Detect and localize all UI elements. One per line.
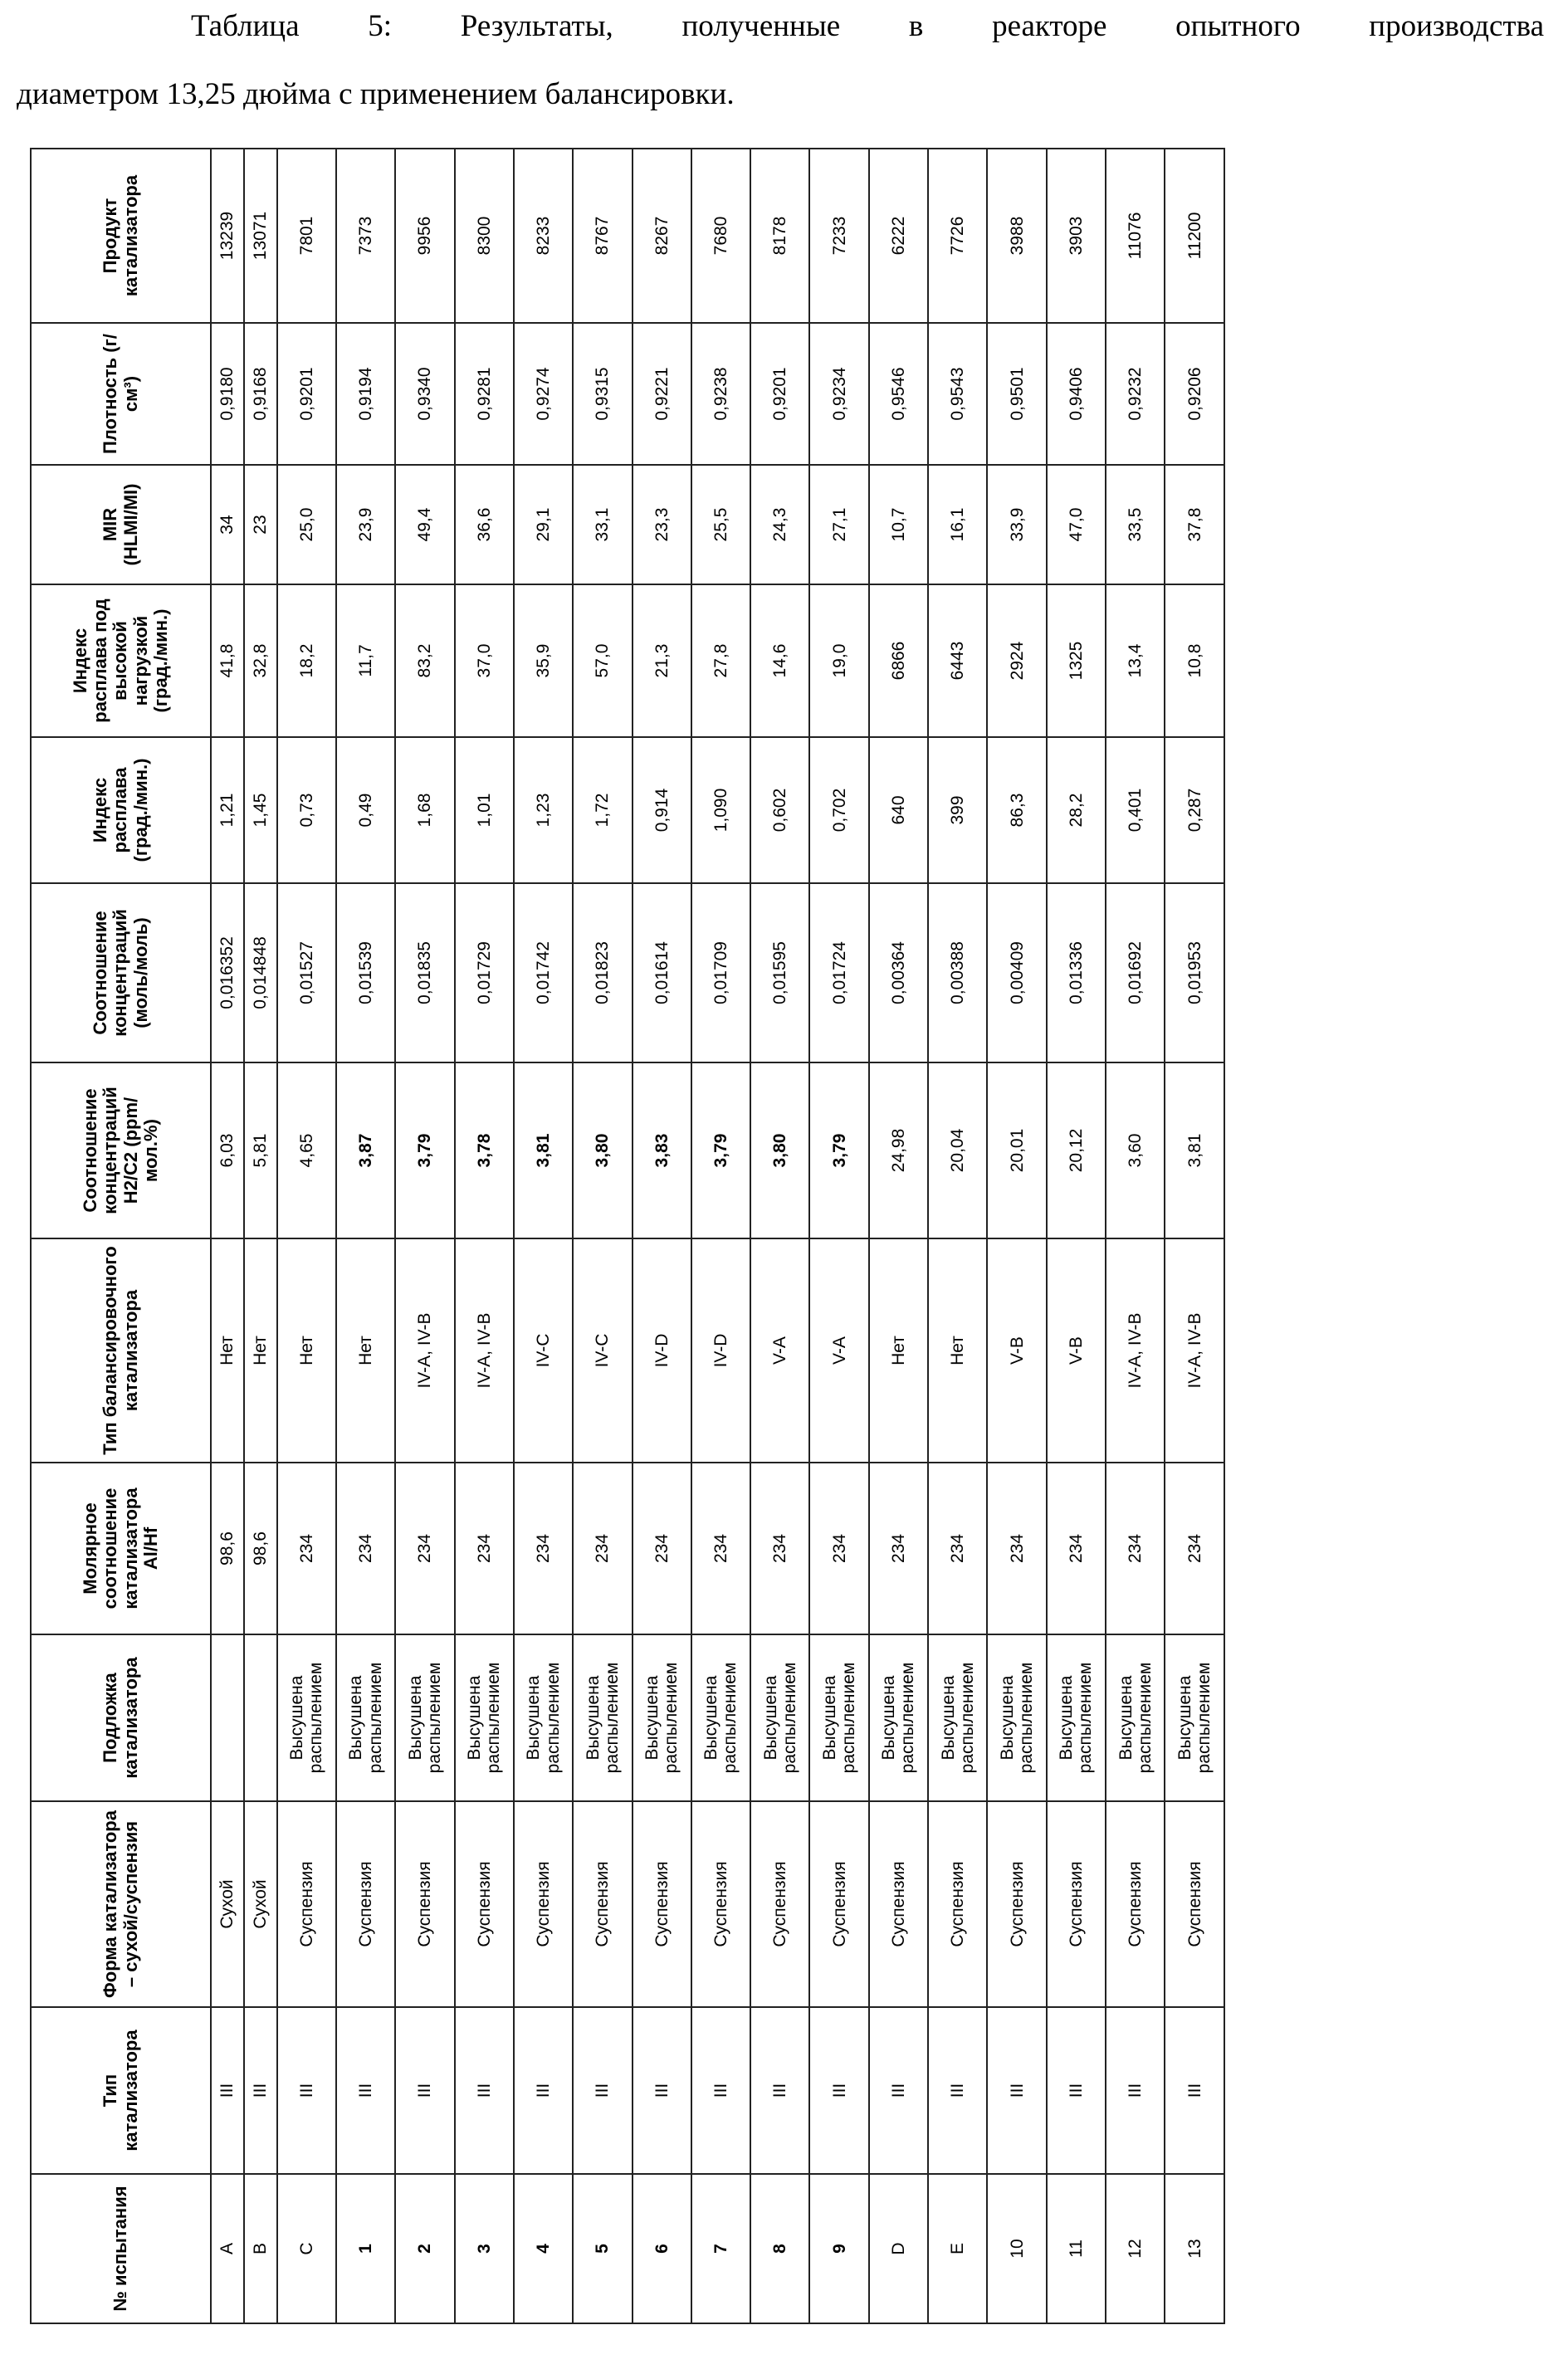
column-header: Тип балансировочного катализатора (31, 1238, 211, 1463)
table-cell: 6222 (869, 149, 928, 323)
table-cell: 3,79 (395, 1062, 454, 1238)
table-cell: V-B (1047, 1238, 1106, 1463)
table-cell: 3 (455, 2174, 514, 2323)
table-cell: Высушена распылением (869, 1634, 928, 1801)
table-cell: 8 (750, 2174, 809, 2323)
table-cell: 234 (455, 1463, 514, 1634)
table-cell: 14,6 (750, 584, 809, 737)
table-cell: 16,1 (928, 465, 987, 584)
table-cell: III (455, 2007, 514, 2174)
table-cell (244, 1634, 277, 1801)
table-cell: 7 (691, 2174, 750, 2323)
table-cell: 57,0 (573, 584, 632, 737)
table-cell: 28,2 (1047, 737, 1106, 883)
table-cell: 27,8 (691, 584, 750, 737)
table-cell: 1,45 (244, 737, 277, 883)
table-cell: Суспензия (809, 1801, 868, 2007)
table-cell: 83,2 (395, 584, 454, 737)
table-cell: 20,04 (928, 1062, 987, 1238)
table-cell: V-A (750, 1238, 809, 1463)
table-cell: 8300 (455, 149, 514, 323)
table-cell: IV-A, IV-B (1165, 1238, 1224, 1463)
table-cell: Суспензия (928, 1801, 987, 2007)
table-caption-line-1: Таблица 5: Результаты, полученные в реакторе опытного производства (17, 8, 1544, 45)
table-cell: Высушена распылением (277, 1634, 336, 1801)
table-cell: III (691, 2007, 750, 2174)
table-row (809, 149, 868, 2323)
table-cell: 25,5 (691, 465, 750, 584)
table-cell: Нет (928, 1238, 987, 1463)
table-cell: 0,9234 (809, 323, 868, 465)
table-cell: Высушена распылением (928, 1634, 987, 1801)
table-cell: 0,9201 (277, 323, 336, 465)
header-row (31, 149, 211, 2323)
table-cell: III (395, 2007, 454, 2174)
table-cell: 234 (395, 1463, 454, 1634)
table-cell: III (244, 2007, 277, 2174)
column-header: Молярное соотношение катализатора Al/Hf (31, 1463, 211, 1634)
table-cell: 8178 (750, 149, 809, 323)
table-cell: V-B (987, 1238, 1046, 1463)
table-cell: Суспензия (514, 1801, 573, 2007)
table-cell: 234 (573, 1463, 632, 1634)
table-cell: 234 (277, 1463, 336, 1634)
table-cell: 7726 (928, 149, 987, 323)
table-cell: 3,60 (1106, 1062, 1165, 1238)
table-cell: 41,8 (211, 584, 244, 737)
table-cell: Суспензия (1047, 1801, 1106, 2007)
table-cell: 0,01835 (395, 883, 454, 1062)
table-cell: 23,9 (336, 465, 395, 584)
table-cell: V-A (809, 1238, 868, 1463)
table-cell: Высушена распылением (336, 1634, 395, 1801)
table-cell: IV-D (633, 1238, 691, 1463)
table-cell: 0,01953 (1165, 883, 1224, 1062)
table-cell: Высушена распылением (987, 1634, 1046, 1801)
table-row (1165, 149, 1224, 2323)
table-cell: 1 (336, 2174, 395, 2323)
table-cell: 0,01614 (633, 883, 691, 1062)
table-cell: 0,016352 (211, 883, 244, 1062)
table-cell: 1,090 (691, 737, 750, 883)
table-cell: 1,23 (514, 737, 573, 883)
table-cell: 0,9546 (869, 323, 928, 465)
table-cell: 27,1 (809, 465, 868, 584)
table-cell: 6443 (928, 584, 987, 737)
table-cell: 0,01724 (809, 883, 868, 1062)
table-cell: 640 (869, 737, 928, 883)
table-cell: 10 (987, 2174, 1046, 2323)
column-header: Продукт катализатора (31, 149, 211, 323)
table-cell: 0,9194 (336, 323, 395, 465)
table-cell: 33,5 (1106, 465, 1165, 584)
table-cell: 0,49 (336, 737, 395, 883)
table-cell: 3,87 (336, 1062, 395, 1238)
table-cell: E (928, 2174, 987, 2323)
table-cell: IV-D (691, 1238, 750, 1463)
table-row (277, 149, 336, 2323)
table-cell: 3,79 (691, 1062, 750, 1238)
table-row (869, 149, 928, 2323)
table-cell (211, 1634, 244, 1801)
table-cell: 0,9180 (211, 323, 244, 465)
table-cell: 23 (244, 465, 277, 584)
table-cell: 86,3 (987, 737, 1046, 883)
table-cell: 0,9221 (633, 323, 691, 465)
table-cell: Высушена распылением (395, 1634, 454, 1801)
table-cell: 0,01709 (691, 883, 750, 1062)
table-cell: 8233 (514, 149, 573, 323)
table-cell: 23,3 (633, 465, 691, 584)
column-header: Тип катализатора (31, 2007, 211, 2174)
table-cell: 234 (1047, 1463, 1106, 1634)
table-cell: Сухой (211, 1801, 244, 2007)
table-cell: 0,01527 (277, 883, 336, 1062)
table-cell: III (633, 2007, 691, 2174)
table-cell: 19,0 (809, 584, 868, 737)
table-cell: 0,00364 (869, 883, 928, 1062)
table-cell: III (336, 2007, 395, 2174)
column-header: № испытания (31, 2174, 211, 2323)
table-cell: Суспензия (1106, 1801, 1165, 2007)
table-cell: 0,01823 (573, 883, 632, 1062)
table-cell: 98,6 (211, 1463, 244, 1634)
table-cell: 33,1 (573, 465, 632, 584)
table-cell: 234 (750, 1463, 809, 1634)
table-cell: B (244, 2174, 277, 2323)
table-cell: 37,0 (455, 584, 514, 737)
table-cell: 3,81 (1165, 1062, 1224, 1238)
table-cell: III (573, 2007, 632, 2174)
table-cell: 0,01742 (514, 883, 573, 1062)
table-cell: 0,9340 (395, 323, 454, 465)
table-cell: 7801 (277, 149, 336, 323)
table-cell: 12 (1106, 2174, 1165, 2323)
table-row (395, 149, 454, 2323)
table-cell: 13,4 (1106, 584, 1165, 737)
table-row (987, 149, 1046, 2323)
table-row (514, 149, 573, 2323)
table-cell: IV-C (573, 1238, 632, 1463)
table-cell: 3,80 (573, 1062, 632, 1238)
table-cell: 20,12 (1047, 1062, 1106, 1238)
table-cell: Суспензия (987, 1801, 1046, 2007)
table-cell: 7680 (691, 149, 750, 323)
table-cell: 47,0 (1047, 465, 1106, 584)
table-cell: Суспензия (455, 1801, 514, 2007)
table-cell: Высушена распылением (1047, 1634, 1106, 1801)
table-cell: Суспензия (1165, 1801, 1224, 2007)
table-cell: Нет (336, 1238, 395, 1463)
table-cell: 11,7 (336, 584, 395, 737)
table-row (1047, 149, 1106, 2323)
table-cell: 0,01729 (455, 883, 514, 1062)
column-header: Индекс расплава (град./мин.) (31, 737, 211, 883)
table-cell: C (277, 2174, 336, 2323)
table-cell: 5 (573, 2174, 632, 2323)
table-cell: 4 (514, 2174, 573, 2323)
results-table (30, 148, 1225, 2324)
table-cell: IV-A, IV-B (455, 1238, 514, 1463)
table-cell: 0,9168 (244, 323, 277, 465)
table-cell: 0,9274 (514, 323, 573, 465)
table-cell: Суспензия (573, 1801, 632, 2007)
rotated-table-container (30, 149, 1225, 2324)
table-cell: 234 (691, 1463, 750, 1634)
table-cell: 0,9501 (987, 323, 1046, 465)
table-row (750, 149, 809, 2323)
table-cell: III (987, 2007, 1046, 2174)
table-cell: 6 (633, 2174, 691, 2323)
table-cell: 0,014848 (244, 883, 277, 1062)
table-cell: 1,01 (455, 737, 514, 883)
table-cell: 1325 (1047, 584, 1106, 737)
table-cell: 0,602 (750, 737, 809, 883)
table-cell: 13071 (244, 149, 277, 323)
table-cell: 24,98 (869, 1062, 928, 1238)
table-cell: 0,914 (633, 737, 691, 883)
column-header: Форма катализатора – сухой/суспензия (31, 1801, 211, 2007)
table-cell: 0,00409 (987, 883, 1046, 1062)
table-cell: III (809, 2007, 868, 2174)
table-cell: 0,9238 (691, 323, 750, 465)
table-cell: 234 (514, 1463, 573, 1634)
table-cell: 32,8 (244, 584, 277, 737)
table-cell: III (514, 2007, 573, 2174)
table-cell: 3,81 (514, 1062, 573, 1238)
table-cell: 0,9543 (928, 323, 987, 465)
table-cell: 3,78 (455, 1062, 514, 1238)
table-cell: 234 (336, 1463, 395, 1634)
table-cell: 1,72 (573, 737, 632, 883)
table-cell: Суспензия (869, 1801, 928, 2007)
table-row (1106, 149, 1165, 2323)
table-cell: 49,4 (395, 465, 454, 584)
table-cell: Нет (211, 1238, 244, 1463)
column-header: Индекс расплава под высокой нагрузкой (град./мин.) (31, 584, 211, 737)
table-cell: 5,81 (244, 1062, 277, 1238)
table-cell: 234 (633, 1463, 691, 1634)
table-cell: Суспензия (395, 1801, 454, 2007)
table-cell: 0,01692 (1106, 883, 1165, 1062)
table-cell: Нет (869, 1238, 928, 1463)
table-cell: 6866 (869, 584, 928, 737)
table-cell: 18,2 (277, 584, 336, 737)
table-cell: 3,83 (633, 1062, 691, 1238)
table-cell: Высушена распылением (809, 1634, 868, 1801)
table-row (211, 149, 244, 2323)
table-row (573, 149, 632, 2323)
table-cell: 234 (1106, 1463, 1165, 1634)
table-cell: 2 (395, 2174, 454, 2323)
table-cell: III (1165, 2007, 1224, 2174)
table-cell: Высушена распылением (750, 1634, 809, 1801)
table-cell: 0,9206 (1165, 323, 1224, 465)
table-row (691, 149, 750, 2323)
table-cell: Высушена распылением (633, 1634, 691, 1801)
table-cell: III (211, 2007, 244, 2174)
table-cell: 7373 (336, 149, 395, 323)
table-cell: III (928, 2007, 987, 2174)
table-cell: 0,9232 (1106, 323, 1165, 465)
table-cell: 3,79 (809, 1062, 868, 1238)
table-cell: 234 (987, 1463, 1046, 1634)
table-cell: Суспензия (691, 1801, 750, 2007)
table-cell: Высушена распылением (1106, 1634, 1165, 1801)
table-cell: III (1047, 2007, 1106, 2174)
table-cell: Высушена распылением (455, 1634, 514, 1801)
table-cell: Сухой (244, 1801, 277, 2007)
column-header: Соотношение концентраций H2/C2 (ppm/мол.%) (31, 1062, 211, 1238)
table-cell: 0,9406 (1047, 323, 1106, 465)
table-cell: D (869, 2174, 928, 2323)
table-cell: 36,6 (455, 465, 514, 584)
table-cell: 0,9281 (455, 323, 514, 465)
table-cell: IV-A, IV-B (395, 1238, 454, 1463)
table-cell: Суспензия (750, 1801, 809, 2007)
table-cell: Высушена распылением (573, 1634, 632, 1801)
table-cell: 3,80 (750, 1062, 809, 1238)
table-cell: Высушена распылением (691, 1634, 750, 1801)
table-cell: 8267 (633, 149, 691, 323)
table-cell: 234 (928, 1463, 987, 1634)
table-cell: 7233 (809, 149, 868, 323)
table-cell: IV-A, IV-B (1106, 1238, 1165, 1463)
table-cell: 234 (869, 1463, 928, 1634)
table-cell: 1,21 (211, 737, 244, 883)
table-cell: 0,9315 (573, 323, 632, 465)
table-cell: 234 (1165, 1463, 1224, 1634)
table-cell: 3988 (987, 149, 1046, 323)
table-cell: 2924 (987, 584, 1046, 737)
table-cell: 6,03 (211, 1062, 244, 1238)
column-header: Соотношение концентраций (моль/моль) (31, 883, 211, 1062)
table-cell: Высушена распылением (514, 1634, 573, 1801)
table-cell: 11200 (1165, 149, 1224, 323)
table-cell: 13 (1165, 2174, 1224, 2323)
table-cell: III (869, 2007, 928, 2174)
table-cell: 98,6 (244, 1463, 277, 1634)
table-cell: 8767 (573, 149, 632, 323)
table-row (244, 149, 277, 2323)
table-cell: 29,1 (514, 465, 573, 584)
table-row (633, 149, 691, 2323)
table-cell: 10,7 (869, 465, 928, 584)
column-header: MIR (HLMI/MI) (31, 465, 211, 584)
table-cell: 0,9201 (750, 323, 809, 465)
column-header: Подложка катализатора (31, 1634, 211, 1801)
table-cell: 25,0 (277, 465, 336, 584)
table-cell: 0,702 (809, 737, 868, 883)
table-cell: Нет (244, 1238, 277, 1463)
table-cell: 20,01 (987, 1062, 1046, 1238)
table-cell: 1,68 (395, 737, 454, 883)
table-cell: III (1106, 2007, 1165, 2174)
table-cell: 13239 (211, 149, 244, 323)
table-cell: Суспензия (277, 1801, 336, 2007)
table-cell: 0,287 (1165, 737, 1224, 883)
table-row (336, 149, 395, 2323)
table-cell: 399 (928, 737, 987, 883)
table-cell: 35,9 (514, 584, 573, 737)
table-cell: 34 (211, 465, 244, 584)
table-cell: 11076 (1106, 149, 1165, 323)
table-cell: A (211, 2174, 244, 2323)
table-cell: Высушена распылением (1165, 1634, 1224, 1801)
table-cell: 37,8 (1165, 465, 1224, 584)
table-cell: 0,73 (277, 737, 336, 883)
table-cell: 0,401 (1106, 737, 1165, 883)
table-cell: 4,65 (277, 1062, 336, 1238)
table-cell: 3903 (1047, 149, 1106, 323)
table-cell: Нет (277, 1238, 336, 1463)
table-caption-line-2: диаметром 13,25 дюйма с применением балансировки. (17, 76, 1544, 113)
table-cell: 0,01595 (750, 883, 809, 1062)
column-header: Плотность (г/см³) (31, 323, 211, 465)
table-cell: III (750, 2007, 809, 2174)
table-cell: 234 (809, 1463, 868, 1634)
table-cell: 11 (1047, 2174, 1106, 2323)
table-cell: 9 (809, 2174, 868, 2323)
table-row (928, 149, 987, 2323)
table-cell: 9956 (395, 149, 454, 323)
table-cell: 24,3 (750, 465, 809, 584)
table-row (455, 149, 514, 2323)
table-cell: IV-C (514, 1238, 573, 1463)
table-cell: 0,01539 (336, 883, 395, 1062)
table-cell: 0,00388 (928, 883, 987, 1062)
table-cell: 33,9 (987, 465, 1046, 584)
table-cell: 21,3 (633, 584, 691, 737)
table-cell: Суспензия (633, 1801, 691, 2007)
table-cell: 0,01336 (1047, 883, 1106, 1062)
table-cell: Суспензия (336, 1801, 395, 2007)
table-cell: III (277, 2007, 336, 2174)
table-cell: 10,8 (1165, 584, 1224, 737)
